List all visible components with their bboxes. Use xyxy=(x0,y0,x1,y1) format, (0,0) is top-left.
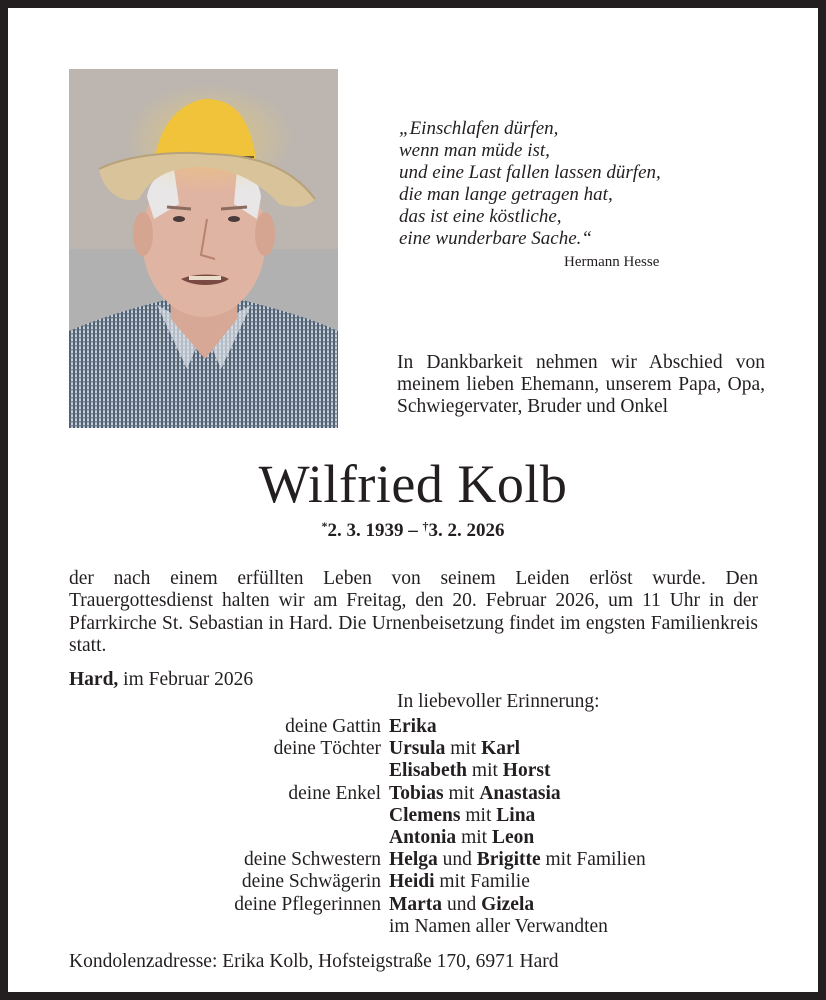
family-names xyxy=(389,849,646,871)
birth-date: 2. 3. 1939 xyxy=(327,520,404,541)
family-connector: mit xyxy=(445,738,482,760)
family-member-name: Horst xyxy=(502,760,551,782)
family-names xyxy=(389,760,550,782)
family-relation xyxy=(8,827,389,849)
family-names xyxy=(389,716,437,738)
family-member-name: Tobias xyxy=(389,782,444,804)
family-member-name: Marta xyxy=(389,893,443,915)
deceased-name: Wilfried Kolb xyxy=(258,454,568,514)
family-row xyxy=(8,760,818,782)
obituary-page xyxy=(8,8,818,992)
family-member-name: Lina xyxy=(496,804,536,826)
date-separator: – xyxy=(403,520,423,541)
family-names xyxy=(389,894,534,916)
family-relation xyxy=(8,805,389,827)
quote-line: „Einschlafen dürfen, xyxy=(399,118,559,139)
family-row xyxy=(8,716,818,738)
place-date-text: im Februar 2026 xyxy=(118,669,254,690)
quote-line: eine wunderbare Sache.“ xyxy=(399,228,592,249)
place-date xyxy=(69,669,253,691)
family-member-name: Brigitte xyxy=(476,849,541,871)
family-member-name: Leon xyxy=(491,826,535,848)
family-row xyxy=(8,738,818,760)
family-relation: deine Gattin xyxy=(285,716,381,737)
family-member-name: Elisabeth xyxy=(389,760,468,782)
birth-symbol: * xyxy=(321,519,328,533)
family-relation: deine Pflegerinnen xyxy=(234,893,381,915)
family-connector: und xyxy=(442,893,482,915)
family-names xyxy=(389,738,520,760)
family-member-name: Helga xyxy=(389,849,438,871)
quote-author: Hermann Hesse xyxy=(564,254,660,270)
family-row xyxy=(8,871,818,893)
portrait-image xyxy=(69,69,338,428)
death-date: 3. 2. 2026 xyxy=(428,520,505,541)
family-relation xyxy=(8,916,389,938)
death-symbol: † xyxy=(422,519,429,533)
portrait-photo xyxy=(69,69,338,428)
family-connector: mit xyxy=(456,826,492,848)
family-relation xyxy=(8,760,389,782)
family-member-name: Clemens xyxy=(389,804,461,826)
family-row xyxy=(8,894,818,916)
quote-line: die man lange getragen hat, xyxy=(399,184,613,205)
family-relation: deine Schwestern xyxy=(244,849,381,871)
quote xyxy=(399,118,699,250)
family-names xyxy=(389,827,534,849)
family-member-name: Erika xyxy=(389,716,437,737)
family-member-name: Karl xyxy=(481,738,521,760)
family-row xyxy=(8,783,818,805)
family-names xyxy=(389,871,530,893)
family-row xyxy=(8,805,818,827)
family-member-name: Antonia xyxy=(389,826,457,848)
quote-line: und eine Last fallen lassen dürfen, xyxy=(399,162,661,183)
condolence-address: Kondolenzadresse: Erika Kolb, Hofsteigstraße 170, 6971 Hard xyxy=(69,951,559,972)
body-text: der nach einem erfüllten Leben von seinem Leiden erlöst wurde. Den Trauergottesdienst halten wir am Freitag, den 20. Februar 2026, um 11 Uhr in der Pfarrkirche St. Sebastian in Hard. Die Urnenbeisetzung findet im engsten Familienkreis statt. xyxy=(69,568,758,656)
quote-line: das ist eine köstliche, xyxy=(399,206,562,227)
family-relation: deine Schwägerin xyxy=(241,871,381,893)
family-row xyxy=(8,849,818,871)
family-row xyxy=(8,916,818,938)
family-connector: mit Familie xyxy=(434,871,530,893)
family-relation: deine Töchter xyxy=(273,738,381,760)
family-list xyxy=(8,716,818,938)
family-names xyxy=(389,783,561,805)
family-connector: mit Familien xyxy=(540,849,646,871)
family-member-name: Heidi xyxy=(389,871,435,893)
family-connector: mit xyxy=(443,782,480,804)
memory-heading: In liebevoller Erinnerung: xyxy=(397,691,600,712)
family-member-name: Ursula xyxy=(389,738,446,760)
intro-text: In Dankbarkeit nehmen wir Abschied von meinem lieben Ehemann, unserem Papa, Opa, Schwiegervater, Bruder und Onkel xyxy=(397,352,765,417)
family-connector: im Namen aller Verwandten xyxy=(389,915,608,937)
family-connector: und xyxy=(437,849,477,871)
quote-line: wenn man müde ist, xyxy=(399,140,550,161)
family-connector: mit xyxy=(460,804,497,826)
family-names xyxy=(389,916,608,938)
family-connector: mit xyxy=(467,760,503,782)
family-member-name: Gizela xyxy=(481,893,535,915)
place-city: Hard, xyxy=(69,669,119,690)
family-row xyxy=(8,827,818,849)
life-dates xyxy=(8,519,818,542)
family-member-name: Anastasia xyxy=(479,782,561,804)
family-names xyxy=(389,805,535,827)
family-relation: deine Enkel xyxy=(288,782,381,804)
